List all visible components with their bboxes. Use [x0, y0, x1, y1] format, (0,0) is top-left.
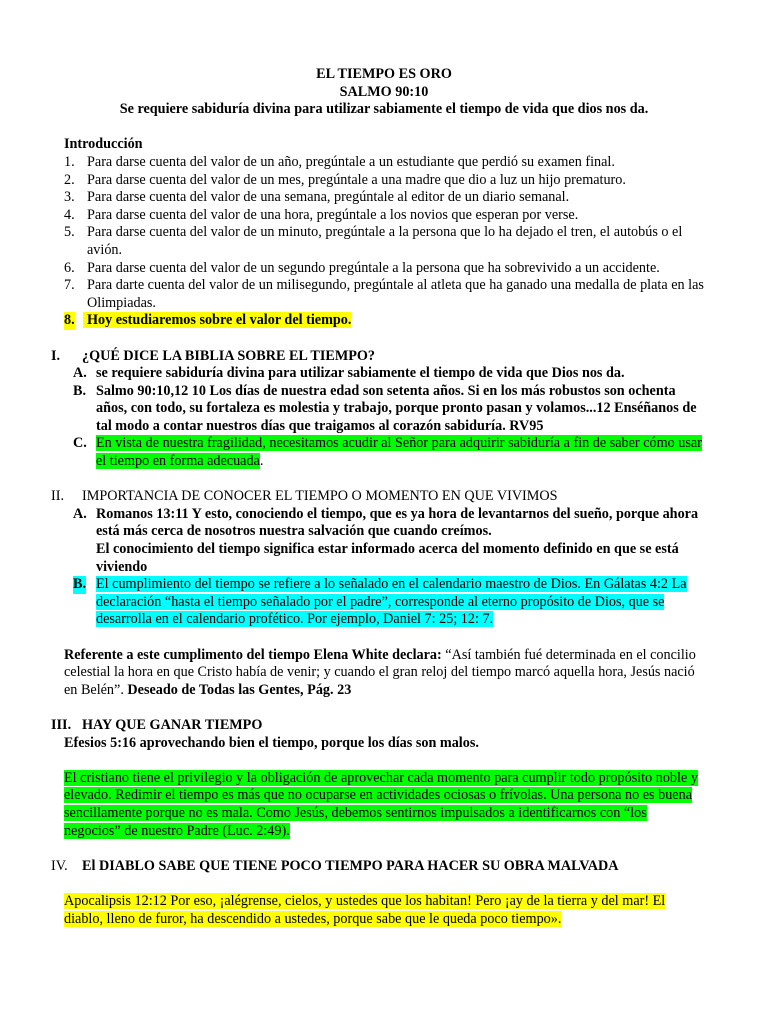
- intro-item-2: 2. Para darse cuenta del valor de un mes, pregúntale a una madre que dio a luz un hijo prematuro.: [64, 171, 626, 188]
- section-1-heading: I. ¿QUÉ DICE LA BIBLIA SOBRE EL TIEMPO?: [51, 347, 376, 364]
- intro-list: [64, 154, 704, 330]
- intro-item-7: 7. Para darte cuenta del valor de un milisegundo, pregúntale al atleta que ha ganado una medalla de plata en las Olimpiadas.: [64, 277, 704, 311]
- intro-item-1: 1. Para darse cuenta del valor de un año, pregúntale a un estudiante que perdió su examen final.: [64, 153, 615, 170]
- section-3-verse: Efesios 5:16 aprovechando bien el tiempo, porque los días son malos.: [64, 734, 479, 751]
- document-page: [51, 66, 704, 928]
- section-1-item-c: C. En vista de nuestra fragilidad, necesitamos acudir al Señor para adquirir sabiduría a fin de saber cómo usar el tiempo en forma adecuada.: [73, 435, 702, 470]
- document-reference: SALMO 90:10: [339, 83, 429, 100]
- section-2-heading: II. IMPORTANCIA DE CONOCER EL TIEMPO O MOMENTO EN QUE VIVIMOS: [51, 488, 558, 505]
- section-4-paragraph: Apocalipsis 12:12 Por eso, ¡alégrense, cielos, y ustedes que los habitan! Pero ¡ay de la tierra y del mar! El diablo, lleno de furor, ha descendido a ustedes, porque sabe que le queda poco tiempo».: [64, 892, 666, 927]
- intro-item-4: 4. Para darse cuenta del valor de una hora, pregúntale a los novios que esperan por verse.: [64, 206, 579, 223]
- section-1-item-a: A. se requiere sabiduría divina para utilizar sabiamente el tiempo de vida que Dios nos da.: [73, 365, 625, 382]
- document-subtitle: Se requiere sabiduría divina para utilizar sabiamente el tiempo de vida que dios nos da.: [119, 101, 649, 118]
- intro-item-5: 5. Para darse cuenta del valor de un minuto, pregúntale a la persona que lo ha dejado el tren, el autobús o el avión.: [64, 224, 683, 258]
- section-1-item-b: B. Salmo 90:10,12 10 Los días de nuestra edad son setenta años. Si en los más robustos son ochenta años, con todo, su fortaleza es molestia y trabajo, porque pronto pasan y volamos...12 Enséñanos de tal modo a contar nuestros días que traigamos al corazón sabiduría. RV95: [73, 382, 697, 434]
- section-2-quote: Referente a este cumplimento del tiempo Elena White declara: “Así también fué determinada en el concilio celestial la hora en que Cristo había de venir; y cuando el gran reloj del tiempo marcó aquella hora, Jesús nació en Belén”. Deseado de Todas las Gentes, Pág. 23: [64, 646, 696, 698]
- intro-heading: Introducción: [64, 136, 143, 153]
- intro-item-6: 6. Para darse cuenta del valor de un segundo pregúntale a la persona que ha sobrevivido a un accidente.: [64, 259, 660, 276]
- section-3-paragraph: El cristiano tiene el privilegio y la obligación de aprovechar cada momento para cumplir todo propósito noble y elevado. Redimir el tiempo es más que no ocuparse en actividades ociosas o frívolas. Una persona no es buena sencillamente porque no es mala. Como Jesús, debemos sentirnos impulsados a identificarnos con “los negocios” de nuestro Padre (Luc. 2:49).: [64, 769, 698, 839]
- document-title: EL TIEMPO ES ORO: [316, 66, 452, 82]
- intro-item-3: 3. Para darse cuenta del valor de una semana, pregúntale al editor de un diario semanal.: [64, 189, 570, 206]
- intro-item-8: 8. Hoy estudiaremos sobre el valor del tiempo.: [64, 312, 352, 329]
- section-3-heading: III. HAY QUE GANAR TIEMPO: [51, 716, 263, 733]
- section-2-item-b: B. El cumplimiento del tiempo se refiere a lo señalado en el calendario maestro de Dios. En Gálatas 4:2 La declaración “hasta el tiempo señalado por el padre”, corresponde al eterno propósito de Dios, que se desarrolla en el calendario profético. Por ejemplo, Daniel 7: 25; 12: 7.: [73, 576, 687, 628]
- section-2-item-a: A. Romanos 13:11 Y esto, conociendo el tiempo, que es ya hora de levantarnos del sueño, porque ahora está más cerca de nosotros nuestra salvación que cuando creímos. El conocimiento del tiempo significa estar informado acerca del momento definido en que se está viviendo: [73, 505, 699, 575]
- section-4-heading: IV. El DIABLO SABE QUE TIENE POCO TIEMPO PARA HACER SU OBRA MALVADA: [51, 857, 619, 874]
